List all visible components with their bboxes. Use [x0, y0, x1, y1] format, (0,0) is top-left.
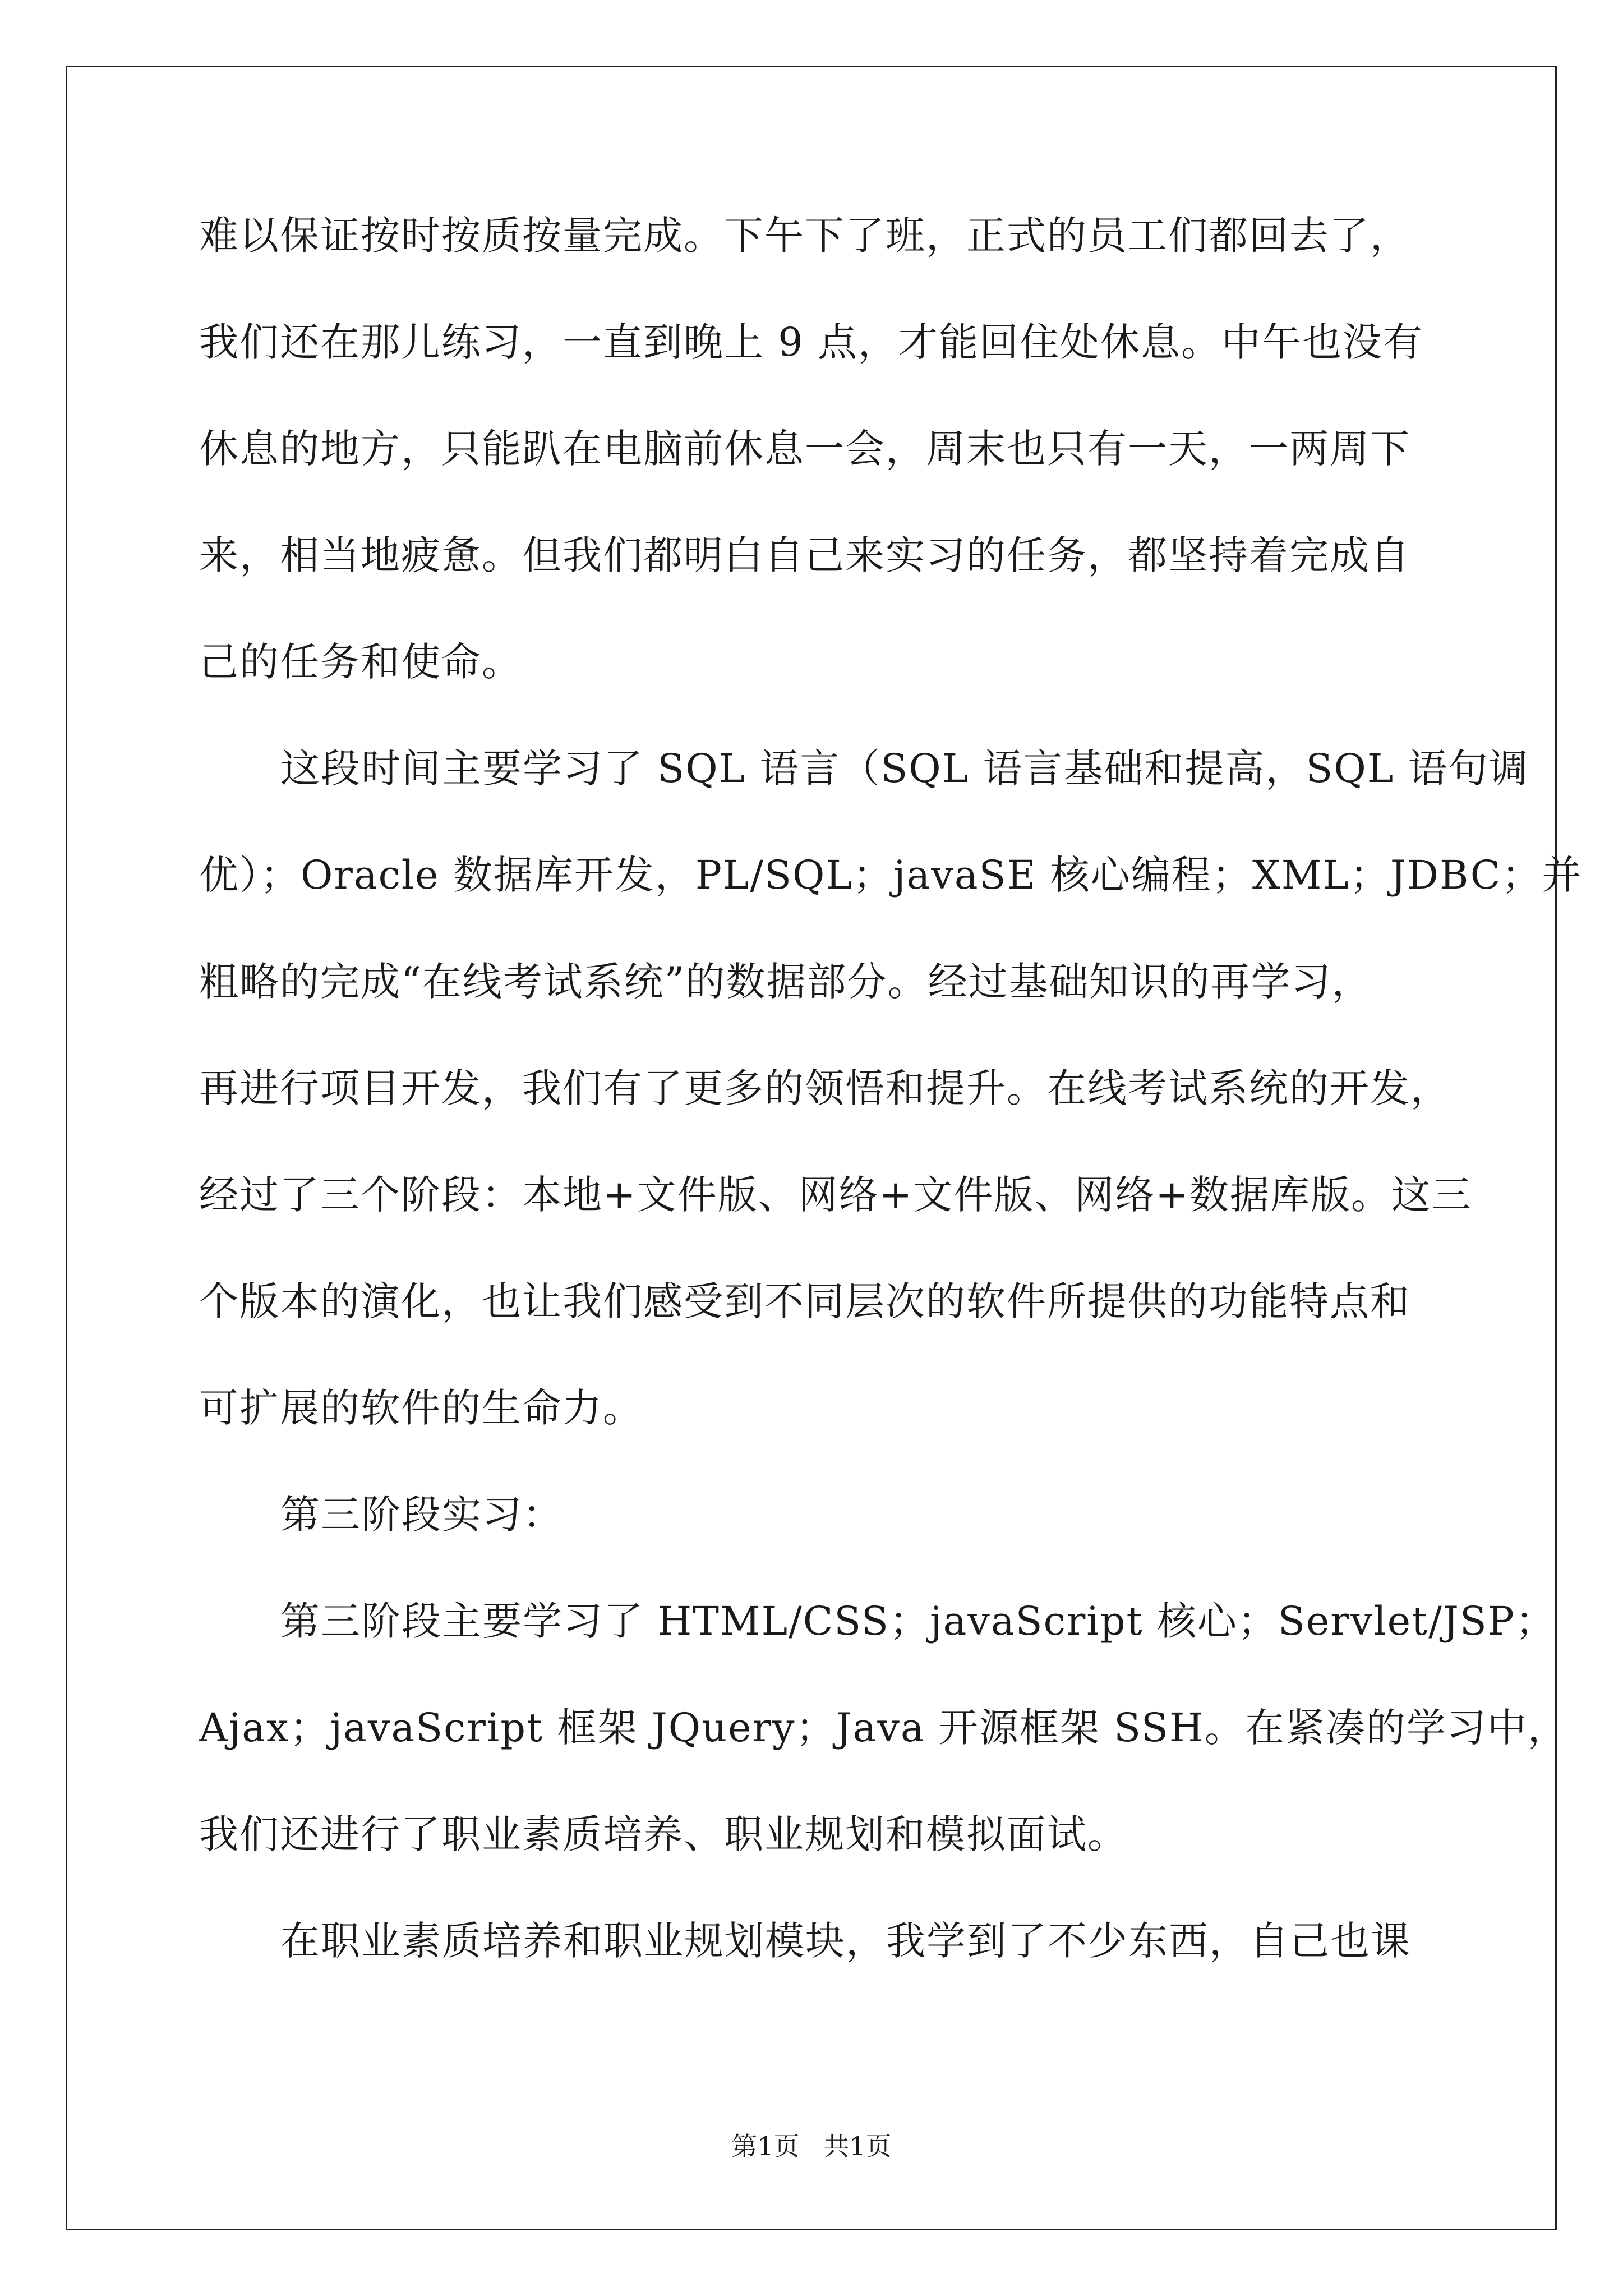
text-line: 难以保证按时按质按量完成。下午下了班，正式的员工们都回去了， [199, 213, 1410, 259]
text-line: 己的任务和使命。 [199, 639, 522, 685]
text-line: 粗略的完成“在线考试系统”的数据部分。经过基础知识的再学习， [199, 959, 1372, 1005]
page-total: 共1页 [823, 2131, 892, 2161]
document-body [199, 208, 1583, 2019]
text-line: 这段时间主要学习了 SQL 语言（SQL 语言基础和提高，SQL 语句调 [280, 746, 1529, 792]
text-line: 经过了三个阶段：本地+文件版、网络+文件版、网络+数据库版。这三 [199, 1172, 1472, 1218]
text-line: 休息的地方，只能趴在电脑前休息一会，周末也只有一天，一两周下 [199, 426, 1410, 472]
text-line: 在职业素质培养和职业规划模块，我学到了不少东西，自己也课 [280, 1918, 1411, 1964]
text-line: 个版本的演化，也让我们感受到不同层次的软件所提供的功能特点和 [199, 1278, 1410, 1324]
text-line: 来，相当地疲惫。但我们都明白自己来实习的任务，都坚持着完成自 [199, 532, 1410, 578]
text-line: Ajax；javaScript 框架 JQuery；Java 开源框架 SSH。在紧凑的学习中， [199, 1705, 1568, 1751]
page-number: 第1页 [731, 2131, 800, 2161]
text-line: 可扩展的软件的生命力。 [199, 1385, 643, 1431]
text-line: 再进行项目开发，我们有了更多的领悟和提升。在线考试系统的开发， [199, 1065, 1451, 1111]
page-footer [0, 2126, 1623, 2163]
text-line: 我们还在那儿练习，一直到晚上 9 点，才能回住处休息。中午也没有 [199, 319, 1424, 365]
section-heading: 第三阶段实习： [280, 1492, 563, 1538]
text-line: 优）；Oracle 数据库开发，PL/SQL；javaSE 核心编程；XML；JDBC；并 [199, 852, 1583, 898]
text-line: 第三阶段主要学习了 HTML/CSS；javaScript 核心；Servlet/JSP； [280, 1598, 1556, 1644]
text-line: 我们还进行了职业素质培养、职业规划和模拟面试。 [199, 1811, 1128, 1857]
